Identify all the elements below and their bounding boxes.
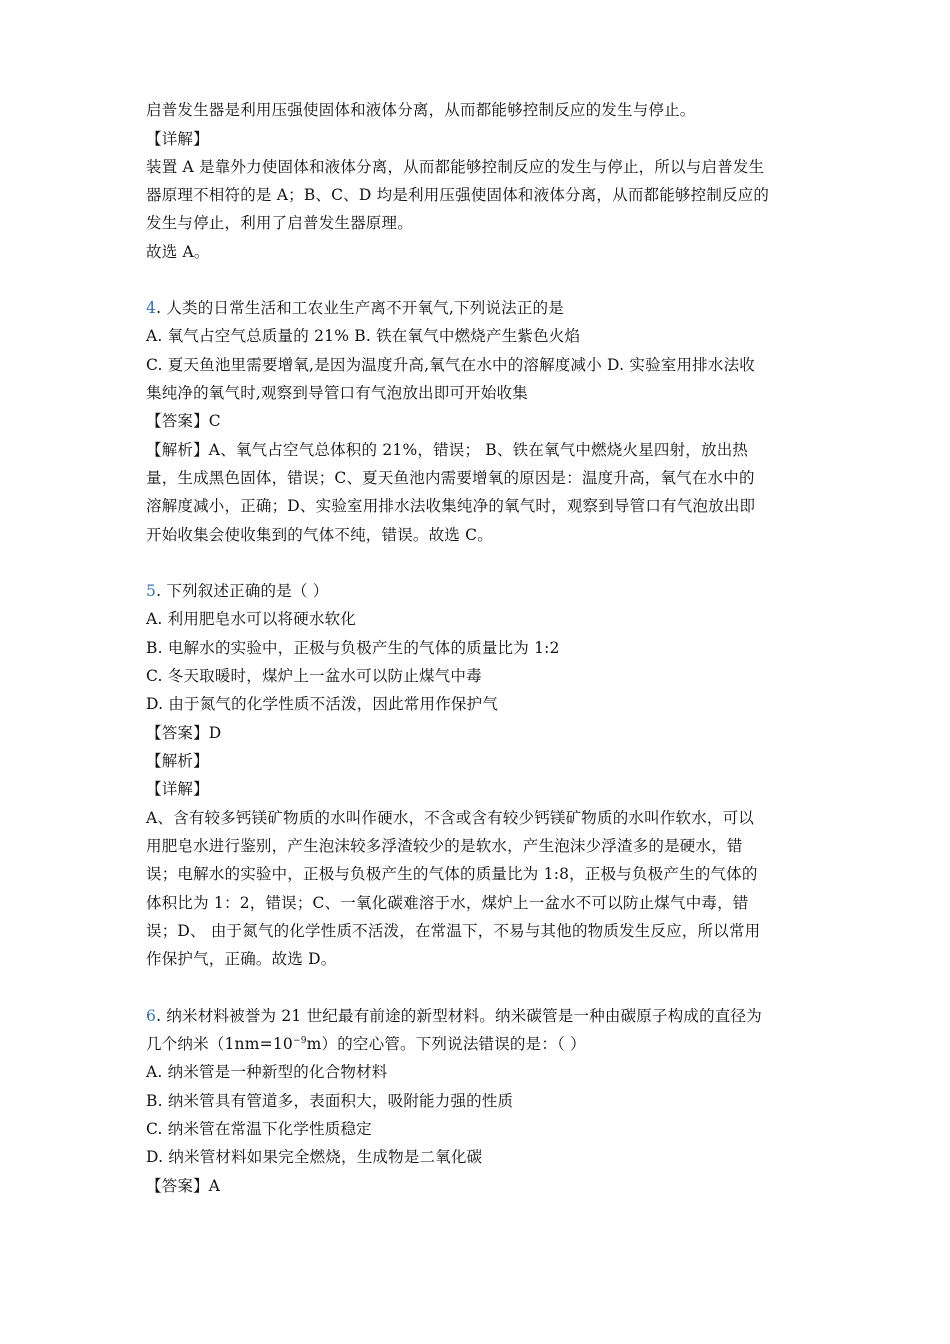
- question-4-analysis: 开始收集会使收集到的气体不纯，错误。故选 C。: [146, 526, 493, 544]
- stem-text: m）的空心管。下列说法错误的是：（ ）: [306, 1035, 586, 1053]
- exponent: −9: [292, 1035, 307, 1046]
- question-number: 4: [146, 299, 157, 317]
- question-6-option: D. 纳米管材料如果完全燃烧，生成物是二氧化碳: [146, 1148, 483, 1166]
- question-text: . 人类的日常生活和工农业生产离不开氧气,下列说法正的是: [156, 299, 564, 317]
- question-4-analysis: 量，生成黑色固体，错误；C、夏天鱼池内需要增氧的原因是：温度升高，氧气在水中的: [146, 469, 755, 487]
- question-4-stem: [146, 298, 564, 318]
- question-6-option: A. 纳米管是一种新型的化合物材料: [146, 1063, 388, 1081]
- text-line: 器原理不相符的是 A；B、C、D 均是利用压强使固体和液体分离，从而都能够控制反应的: [146, 186, 770, 204]
- question-5-option: D. 由于氮气的化学性质不活泼，因此常用作保护气: [146, 695, 499, 713]
- question-5-detail: 误；电解水的实验中，正极与负极产生的气体的质量比为 1:8，正极与负极产生的气体的: [146, 865, 758, 883]
- question-5-analysis-label: 【解析】: [146, 752, 209, 770]
- text-line: 装置 A 是靠外力使固体和液体分离，从而都能够控制反应的发生与停止，所以与启普发生: [146, 158, 765, 176]
- question-4-analysis: 溶解度减小，正确；D、实验室用排水法收集纯净的氧气时，观察到导管口有气泡放出即: [146, 497, 756, 515]
- text-line: 启普发生器是利用压强使固体和液体分离，从而都能够控制反应的发生与停止。: [146, 101, 696, 119]
- question-5-detail: 用肥皂水进行鉴别，产生泡沫较多浮渣较少的是软水，产生泡沫少浮渣多的是硬水，错: [146, 837, 743, 855]
- question-4-option: A. 氧气占空气总质量的 21% B. 铁在氧气中燃烧产生紫色火焰: [146, 327, 581, 345]
- question-text: . 下列叙述正确的是（ ）: [156, 582, 329, 600]
- question-6-stem-line-2: [146, 1034, 586, 1054]
- question-5-option: A. 利用肥皂水可以将硬水软化: [146, 610, 357, 628]
- question-5-detail: A、含有较多钙镁矿物质的水叫作硬水，不含或含有较少钙镁矿物质的水叫作软水，可以: [146, 809, 754, 827]
- question-6-option: C. 纳米管在常温下化学性质稳定: [146, 1120, 372, 1138]
- question-number: 5: [146, 582, 157, 600]
- question-4-option: 集纯净的氧气时,观察到导管口有气泡放出即可开始收集: [146, 384, 528, 402]
- question-5-option: B. 电解水的实验中，正极与负极产生的气体的质量比为 1:2: [146, 639, 560, 657]
- question-5-answer: 【答案】D: [146, 724, 222, 742]
- question-4-answer: 【答案】C: [146, 412, 221, 430]
- question-4-option: C. 夏天鱼池里需要增氧,是因为温度升高,氧气在水中的溶解度减小 D. 实验室用排水法收: [146, 356, 755, 374]
- question-text: . 纳米材料被誉为 21 世纪最有前途的新型材料。纳米碳管是一种由碳原子构成的直径为: [156, 1007, 762, 1025]
- question-5-stem: [146, 581, 328, 601]
- question-5-detail: 误；D、 由于氮气的化学性质不活泼，在常温下，不易与其他的物质发生反应，所以常用: [146, 922, 761, 940]
- question-5-detail-label: 【详解】: [146, 780, 209, 798]
- question-6-stem: [146, 1006, 762, 1026]
- question-5-detail: 体积比为 1：2，错误；C、一氧化碳难溶于水，煤炉上一盆水不可以防止煤气中毒，错: [146, 894, 749, 912]
- stem-text: 几个纳米（1nm=10: [146, 1035, 293, 1053]
- detail-label: 【详解】: [146, 130, 209, 148]
- text-line: 发生与停止，利用了启普发生器原理。: [146, 214, 413, 232]
- question-6-answer: 【答案】A: [146, 1177, 221, 1195]
- conclusion-line: 故选 A。: [146, 243, 210, 261]
- question-6-option: B. 纳米管具有管道多，表面积大，吸附能力强的性质: [146, 1092, 514, 1110]
- question-4-analysis: 【解析】A、氧气占空气总体积的 21%，错误； B、铁在氧气中燃烧火星四射，放出热: [146, 441, 749, 459]
- question-number: 6: [146, 1007, 157, 1025]
- question-5-option: C. 冬天取暖时，煤炉上一盆水可以防止煤气中毒: [146, 667, 482, 685]
- question-5-detail: 作保护气，正确。故选 D。: [146, 950, 337, 968]
